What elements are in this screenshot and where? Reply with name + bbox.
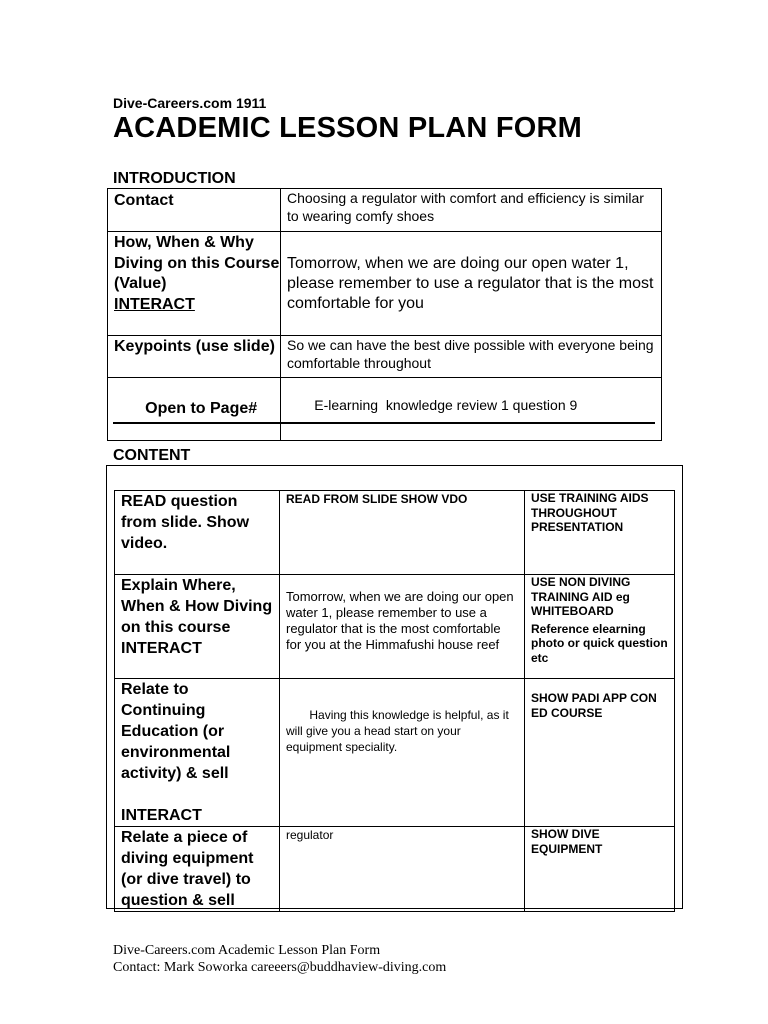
intro-value: So we can have the best dive possible with everyone being comfortable throughout	[287, 337, 654, 371]
content-step-cell	[115, 679, 280, 827]
introduction-table	[107, 188, 662, 441]
table-row	[115, 575, 675, 679]
interact-label: INTERACT	[121, 640, 202, 657]
intro-key-cell	[108, 336, 281, 378]
page-title: ACADEMIC LESSON PLAN FORM	[113, 112, 582, 144]
table-row	[115, 827, 675, 912]
table-row	[108, 378, 662, 441]
content-step-cell	[115, 827, 280, 912]
content-detail-cell	[280, 575, 525, 679]
content-aid-cell	[525, 827, 675, 912]
intro-key-cell	[108, 378, 281, 441]
footer-line-2: Contact: Mark Soworka careeers@buddhaview-diving.com	[113, 960, 447, 975]
intro-value-cell	[281, 189, 662, 232]
content-detail-cell	[280, 679, 525, 827]
intro-value: Choosing a regulator with comfort and efficiency is similar to wearing comfy shoes	[287, 190, 644, 224]
intro-value-cell	[281, 336, 662, 378]
organization-line: Dive-Careers.com 1911	[113, 95, 267, 111]
introduction-heading: INTRODUCTION	[113, 170, 236, 187]
content-step: Relate a piece of diving equipment (or dive travel) to question & sell	[121, 829, 254, 909]
content-detail: Having this knowledge is helpful, as it will give you a head start on your equipment speciality.	[286, 708, 513, 754]
content-detail: Tomorrow, when we are doing our open water 1, please remember to use a regulator that is the most comfortable for you at the Himmafushi house reef	[286, 589, 514, 652]
intro-value: E-learning knowledge review 1 question 9	[310, 397, 578, 413]
table-row	[115, 679, 675, 827]
content-aid-cell	[525, 679, 675, 827]
content-step: Relate to Continuing Education (or environmental activity) & sell	[121, 681, 231, 782]
intro-key: Contact	[114, 192, 174, 209]
footer-line-1: Dive-Careers.com Academic Lesson Plan Form	[113, 943, 381, 958]
content-step: READ question from slide. Show video.	[121, 493, 250, 552]
content-aid-cell	[525, 491, 675, 575]
intro-key-cell	[108, 189, 281, 232]
intro-value-cell	[281, 378, 662, 441]
interact-label: INTERACT	[114, 295, 195, 313]
content-aid: USE NON DIVING TRAINING AID eg WHITEBOARD	[531, 575, 631, 618]
content-aid-note: Reference elearning photo or quick question etc	[531, 621, 668, 665]
content-detail-cell	[280, 491, 525, 575]
table-row	[108, 336, 662, 378]
content-step-cell	[115, 575, 280, 679]
intro-key: Open to Page#	[140, 399, 258, 417]
content-heading: CONTENT	[113, 447, 191, 464]
content-aid: USE TRAINING AIDS THROUGHOUT PRESENTATION	[531, 491, 649, 534]
content-aid-cell	[525, 575, 675, 679]
interact-label: INTERACT	[121, 807, 202, 824]
table-row	[108, 189, 662, 232]
content-step-cell	[115, 491, 280, 575]
content-step: Explain Where, When & How Diving on this course	[121, 577, 273, 636]
intro-key: Keypoints (use slide)	[114, 338, 275, 355]
intro-value-cell	[281, 232, 662, 336]
intro-value: Tomorrow, when we are doing our open water 1, please remember to use a regulator that is the most comfortable for you	[287, 254, 654, 312]
content-table	[114, 490, 675, 912]
intro-key: How, When & Why Diving on this Course (Value)	[114, 234, 280, 292]
table-row	[108, 232, 662, 336]
content-detail: regulator	[286, 828, 334, 842]
table-row	[115, 491, 675, 575]
content-detail-cell	[280, 827, 525, 912]
content-aid: SHOW PADI APP CON ED COURSE	[531, 691, 657, 720]
content-aid: SHOW DIVE EQUIPMENT	[531, 827, 603, 856]
intro-key-cell	[108, 232, 281, 336]
content-detail: READ FROM SLIDE SHOW VDO	[286, 492, 468, 506]
section-divider	[113, 422, 655, 424]
